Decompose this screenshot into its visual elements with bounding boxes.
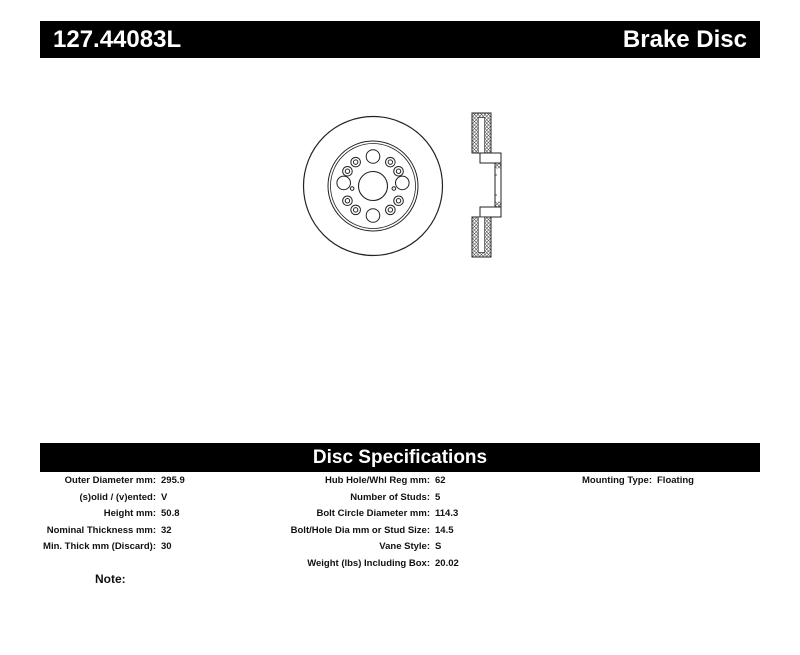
spec-row-weight: [285, 556, 459, 573]
stud-holes: [343, 157, 404, 214]
spec-value: 295.9: [161, 475, 185, 486]
spec-value: 50.8: [161, 508, 180, 520]
spec-value: S: [435, 541, 442, 553]
spec-column-2: [285, 473, 459, 573]
brake-disc-cross-section-icon: [471, 111, 502, 259]
hat-wall: [495, 163, 501, 207]
spec-value: 62: [435, 475, 446, 486]
center-pilot-hole: [359, 172, 388, 201]
spec-value: 5: [435, 491, 441, 503]
product-title: Brake Disc: [622, 25, 747, 53]
spec-label: Min. Thick mm (Discard):: [43, 541, 156, 553]
spec-value: 30: [161, 541, 172, 553]
spec-value: V: [161, 491, 168, 503]
spec-value: 14.5: [435, 524, 454, 536]
outer-edge-circle: [304, 117, 443, 256]
top-vent-slot: [478, 118, 485, 154]
spec-label: Number of Studs:: [350, 491, 430, 503]
spec-label: Mounting Type:: [581, 475, 652, 486]
spec-row-hub-hole: [285, 473, 459, 490]
spec-row-number-of-studs: [285, 490, 459, 507]
hat-flange-top: [480, 153, 501, 163]
spec-label: Bolt/Hole Dia mm or Stud Size:: [290, 524, 430, 536]
hat-flange-bottom: [480, 207, 501, 217]
spec-value: 32: [161, 524, 172, 536]
bottom-vent-slot: [478, 217, 485, 253]
spec-label: Nominal Thickness mm:: [46, 524, 156, 536]
hub-flange-outer-circle: [328, 141, 418, 231]
hub-flange-inner-circle: [331, 144, 416, 229]
header-bar: [40, 21, 760, 58]
spec-title-bar: [40, 443, 760, 472]
spec-value: 114.3: [435, 508, 459, 520]
spec-value: 20.02: [435, 557, 459, 569]
spec-row-mounting-type: [540, 473, 694, 490]
spec-value: Floating: [657, 475, 694, 486]
spec-label: Bolt Circle Diameter mm:: [316, 508, 430, 520]
brake-disc-front-view-icon: [302, 115, 444, 257]
spec-row-bolt-hole-dia: [285, 523, 459, 540]
spec-column-1: [40, 473, 185, 556]
spec-label: Weight (lbs) Including Box:: [307, 557, 430, 569]
spec-title: Disc Specifications: [312, 446, 488, 468]
access-holes: [337, 150, 409, 223]
set-screw-holes: [350, 187, 395, 191]
note-row: [95, 572, 132, 586]
note-label: Note:: [95, 572, 126, 586]
spec-row-solid-vented: [40, 490, 185, 507]
spec-row-height: [40, 506, 185, 523]
spec-label: Height mm:: [103, 508, 156, 520]
spec-row-bolt-circle-diameter: [285, 506, 459, 523]
spec-row-min-thick: [40, 539, 185, 556]
spec-label: (s)olid / (v)ented:: [79, 491, 156, 503]
spec-row-outer-diameter: [40, 473, 185, 490]
spec-label: Outer Diameter mm:: [64, 475, 156, 486]
spec-column-3: [540, 473, 694, 490]
spec-label: Vane Style:: [379, 541, 430, 553]
spec-row-nominal-thickness: [40, 523, 185, 540]
part-number: 127.44083L: [53, 25, 182, 53]
spec-row-vane-style: [285, 539, 459, 556]
spec-label: Hub Hole/Whl Reg mm:: [324, 475, 430, 486]
